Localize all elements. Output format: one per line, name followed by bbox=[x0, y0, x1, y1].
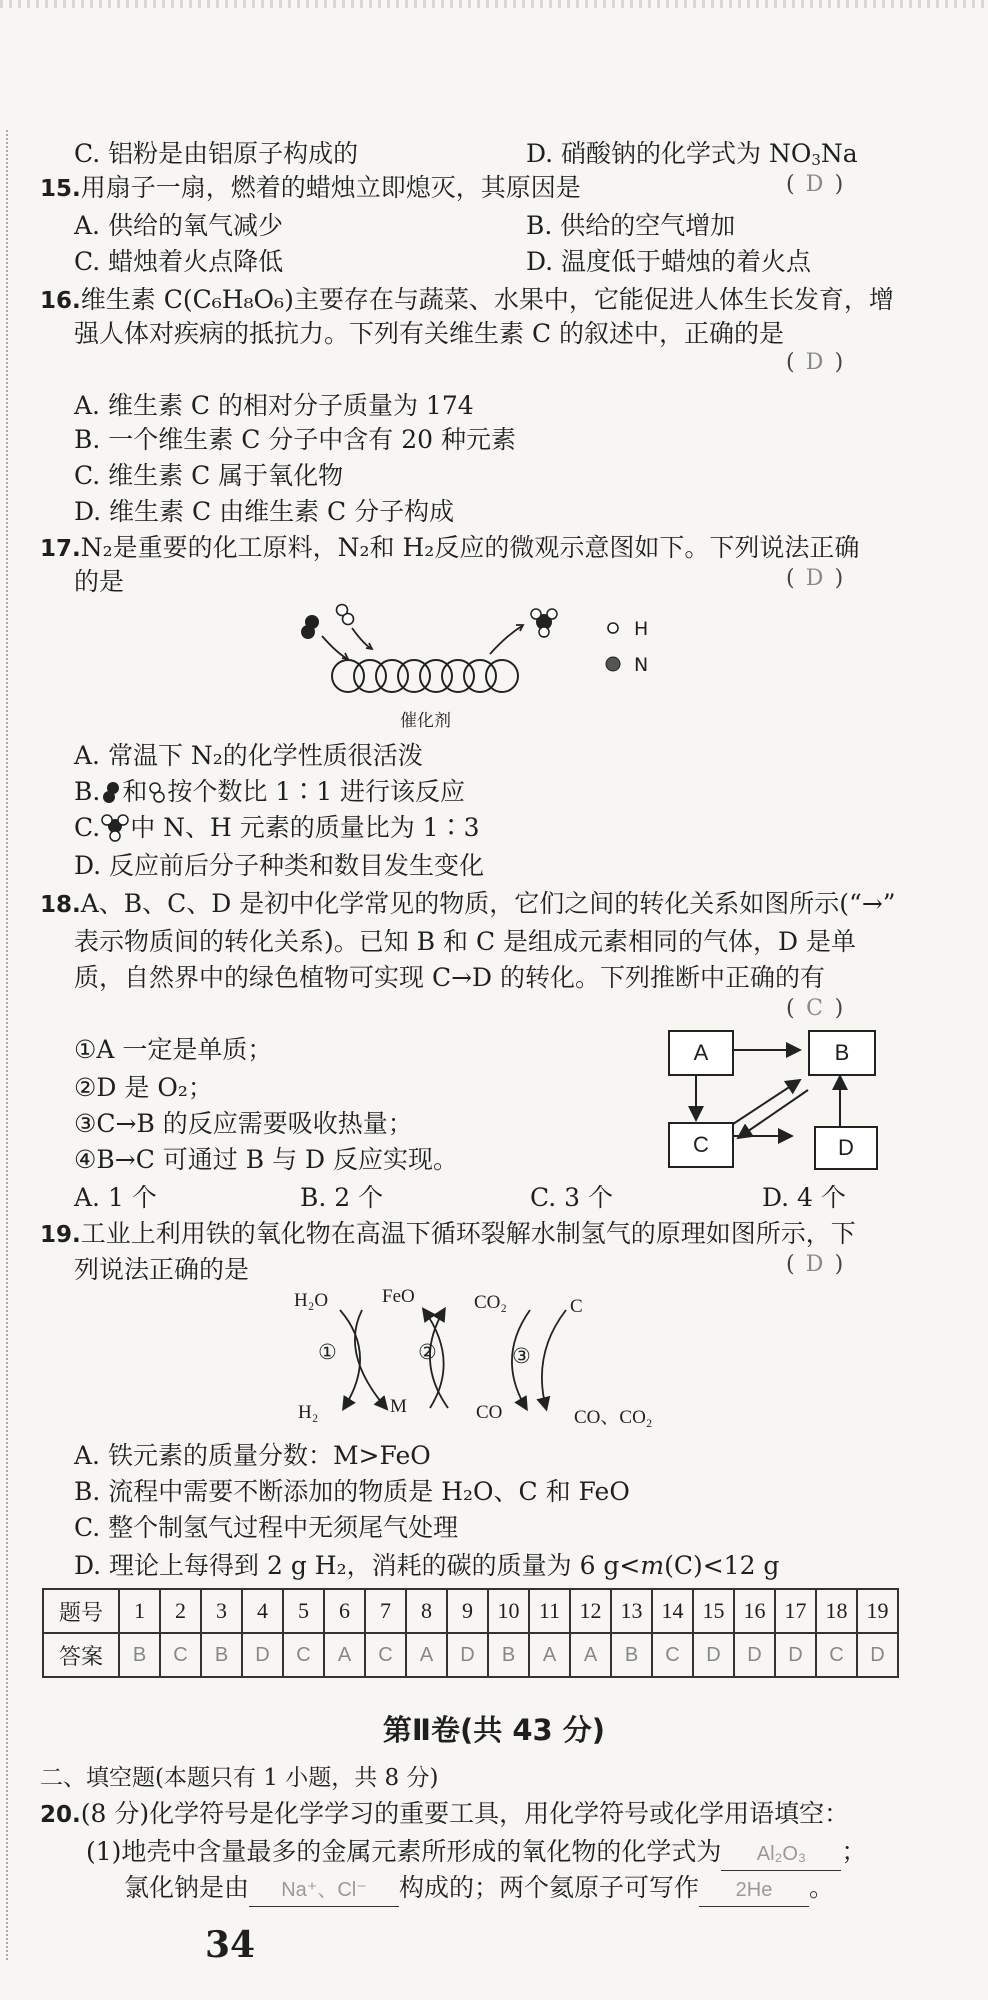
q17-option-c: C. 中 N、H 元素的质量比为 1∶3 bbox=[74, 813, 480, 842]
q18-statement-4: ④B→C 可通过 B 与 D 反应实现。 bbox=[74, 1145, 459, 1174]
adsorb-arrow bbox=[322, 636, 346, 658]
answer-cell[interactable]: D bbox=[242, 1633, 283, 1677]
question-number-cell: 5 bbox=[283, 1589, 324, 1633]
q15-option-d: D. 温度低于蜡烛的着火点 bbox=[526, 247, 812, 276]
question-number-cell: 19 bbox=[857, 1589, 898, 1633]
node-c: C bbox=[668, 1122, 734, 1168]
label-step-3: ③ bbox=[512, 1344, 531, 1368]
q16-stem-2: 强人体对疾病的抵抗力。下列有关维生素 C 的叙述中，正确的是 bbox=[74, 319, 785, 348]
q16-option-c: C. 维生素 C 属于氧化物 bbox=[74, 461, 344, 490]
catalyst-surface bbox=[332, 660, 518, 692]
n-atom-legend-icon bbox=[606, 657, 620, 671]
q20-stem: 20.(8 分)化学符号是化学学习的重要工具，用化学符号或化学用语填空： bbox=[40, 1799, 850, 1828]
label-h2: H₂ bbox=[298, 1402, 319, 1423]
answer-cell[interactable]: D bbox=[775, 1633, 816, 1677]
q18-statement-3: ③C→B 的反应需要吸收热量； bbox=[74, 1109, 413, 1138]
answer-cell[interactable]: B bbox=[611, 1633, 652, 1677]
q16-option-d: D. 维生素 C 由维生素 C 分子构成 bbox=[74, 497, 455, 526]
scan-edge bbox=[0, 0, 988, 8]
answer-cell[interactable]: C bbox=[652, 1633, 693, 1677]
n2-molecule-icon bbox=[301, 615, 319, 639]
section-heading: 二、填空题(本题只有 1 小题，共 8 分) bbox=[40, 1765, 439, 1791]
answer-cell[interactable]: A bbox=[406, 1633, 447, 1677]
label-co: CO bbox=[476, 1402, 503, 1423]
q18-option-c: C. 3 个 bbox=[530, 1183, 613, 1212]
q16-option-b: B. 一个维生素 C 分子中含有 20 种元素 bbox=[74, 425, 516, 454]
answer-table bbox=[42, 1588, 899, 1678]
q17-stem-1: 17.N₂是重要的化工原料，N₂和 H₂反应的微观示意图如下。下列说法正确 bbox=[40, 533, 860, 562]
question-number-cell: 7 bbox=[365, 1589, 406, 1633]
question-number-cell: 11 bbox=[529, 1589, 570, 1633]
h-atom-legend-icon bbox=[608, 623, 618, 633]
q19-answer: ( D ) bbox=[786, 1252, 844, 1277]
answer-cell[interactable]: B bbox=[201, 1633, 242, 1677]
h2-molecule-icon bbox=[147, 779, 167, 805]
answer-cell[interactable]: D bbox=[447, 1633, 488, 1677]
q16-stem-1: 16.维生素 C(C₆H₈O₆)主要存在与蔬菜、水果中，它能促进人体生长发育，增 bbox=[40, 285, 894, 314]
q14-option-c: C. 铝粉是由铝原子构成的 bbox=[74, 139, 359, 168]
question-number-cell: 1 bbox=[119, 1589, 160, 1633]
label-c: C bbox=[570, 1296, 583, 1317]
legend-h-label: H bbox=[634, 618, 649, 640]
q18-option-d: D. 4 个 bbox=[762, 1183, 846, 1212]
q19-option-d: D. 理论上每得到 2 g H₂，消耗的碳的质量为 6 g<m(C)<12 g bbox=[74, 1551, 780, 1580]
q15-answer: ( D ) bbox=[786, 172, 844, 197]
q17-option-d: D. 反应前后分子种类和数目发生变化 bbox=[74, 851, 485, 880]
label-h2o: H₂O bbox=[294, 1290, 329, 1311]
answer-cell[interactable]: C bbox=[283, 1633, 324, 1677]
label-co2: CO₂ bbox=[474, 1292, 508, 1313]
node-d: D bbox=[814, 1126, 878, 1170]
question-number-cell: 4 bbox=[242, 1589, 283, 1633]
question-number-cell: 10 bbox=[488, 1589, 529, 1633]
q18-option-b: B. 2 个 bbox=[300, 1183, 384, 1212]
q18-statement-2: ②D 是 O₂； bbox=[74, 1073, 213, 1102]
answer-cell[interactable]: C bbox=[365, 1633, 406, 1677]
q20-part-2: 氯化钠是由 Na⁺、Cl⁻ 构成的；两个氦原子可写作 2He 。 bbox=[124, 1872, 834, 1907]
question-number-cell: 3 bbox=[201, 1589, 242, 1633]
legend-n-label: N bbox=[634, 654, 649, 676]
node-b: B bbox=[808, 1030, 876, 1076]
q19-option-a: A. 铁元素的质量分数：M>FeO bbox=[74, 1441, 431, 1470]
answer-cell[interactable]: B bbox=[488, 1633, 529, 1677]
q19-option-c: C. 整个制氢气过程中无须尾气处理 bbox=[74, 1513, 459, 1542]
q14-option-d: D. 硝酸钠的化学式为 $NO_3Na$ bbox=[526, 139, 858, 169]
q19-option-b: B. 流程中需要不断添加的物质是 H₂O、C 和 FeO bbox=[74, 1477, 630, 1506]
answer-cell[interactable]: C bbox=[160, 1633, 201, 1677]
q15-stem: 15.用扇子一扇，燃着的蜡烛立即熄灭，其原因是 bbox=[40, 173, 581, 202]
question-number-cell: 2 bbox=[160, 1589, 201, 1633]
catalyst-label: 催化剂 bbox=[400, 711, 451, 731]
desorb-arrow bbox=[490, 626, 522, 654]
adsorb-arrow-2 bbox=[352, 628, 370, 648]
question-number-cell: 14 bbox=[652, 1589, 693, 1633]
question-number-cell: 15 bbox=[693, 1589, 734, 1633]
binding-margin bbox=[6, 130, 8, 1960]
q19-stem-1: 19.工业上利用铁的氧化物在高温下循环裂解水制氢气的原理如图所示，下 bbox=[40, 1219, 856, 1248]
nh3-molecule-icon bbox=[100, 814, 130, 842]
q17-answer: ( D ) bbox=[786, 566, 844, 591]
question-number-row bbox=[43, 1589, 898, 1633]
section-title: 第Ⅱ卷(共 43 分) bbox=[382, 1713, 606, 1747]
q17-option-b: B. 和 按个数比 1∶1 进行该反应 bbox=[74, 777, 466, 806]
answer-row bbox=[43, 1633, 898, 1677]
q18-stem-2: 表示物质间的转化关系)。已知 B 和 C 是组成元素相同的气体，D 是单 bbox=[74, 927, 857, 956]
q18-option-a: A. 1 个 bbox=[74, 1183, 157, 1212]
q18-stem-3: 质，自然界中的绿色植物可实现 C→D 的转化。下列推断中正确的有 bbox=[74, 963, 826, 992]
label-step-1: ① bbox=[318, 1340, 337, 1364]
node-a: A bbox=[668, 1030, 734, 1076]
q17-stem-2: 的是 bbox=[74, 567, 125, 596]
q18-answer: ( C ) bbox=[786, 996, 844, 1021]
q15-option-c: C. 蜡烛着火点降低 bbox=[74, 247, 284, 276]
answer-cell[interactable]: A bbox=[570, 1633, 611, 1677]
answer-cell[interactable]: D bbox=[857, 1633, 898, 1677]
nh3-molecule-icon bbox=[531, 609, 557, 637]
answer-cell[interactable]: D bbox=[734, 1633, 775, 1677]
q15-option-b: B. 供给的空气增加 bbox=[526, 211, 736, 240]
q16-answer: ( D ) bbox=[786, 350, 844, 375]
question-number-cell: 16 bbox=[734, 1589, 775, 1633]
answer-cell[interactable]: B bbox=[119, 1633, 160, 1677]
label-step-2: ② bbox=[418, 1340, 437, 1364]
answer-blank-3[interactable]: 2He bbox=[699, 1874, 809, 1907]
q17-reaction-diagram bbox=[290, 596, 670, 726]
label-m: M bbox=[390, 1396, 407, 1417]
answer-blank-2[interactable]: Na⁺、Cl⁻ bbox=[249, 1874, 399, 1907]
row-label: 题号 bbox=[43, 1589, 119, 1633]
question-number-cell: 9 bbox=[447, 1589, 488, 1633]
question-number-cell: 6 bbox=[324, 1589, 365, 1633]
page-number: 34 bbox=[205, 1924, 256, 1966]
question-number-cell: 8 bbox=[406, 1589, 447, 1633]
q19-stem-2: 列说法正确的是 bbox=[74, 1255, 250, 1284]
q20-part-1: (1)地壳中含量最多的金属元素所形成的氧化物的化学式为 Al₂O₃ ； bbox=[86, 1836, 866, 1871]
q17-option-a: A. 常温下 N₂的化学性质很活泼 bbox=[74, 741, 423, 770]
label-feo: FeO bbox=[382, 1286, 415, 1307]
n2-molecule-icon bbox=[100, 779, 122, 805]
answer-cell[interactable]: A bbox=[324, 1633, 365, 1677]
q18-stem-1: 18.A、B、C、D 是初中化学常见的物质，它们之间的转化关系如图所示(“→” bbox=[40, 889, 896, 918]
label-co-co2: CO、CO₂ bbox=[574, 1407, 653, 1428]
question-number-cell: 18 bbox=[816, 1589, 857, 1633]
q18-statement-1: ①A 一定是单质； bbox=[74, 1035, 273, 1064]
answer-cell[interactable]: C bbox=[816, 1633, 857, 1677]
row-label: 答案 bbox=[43, 1633, 119, 1677]
q15-option-a: A. 供给的氧气减少 bbox=[74, 211, 283, 240]
h2-molecule-icon bbox=[337, 605, 354, 625]
question-number-cell: 17 bbox=[775, 1589, 816, 1633]
answer-cell[interactable]: D bbox=[693, 1633, 734, 1677]
question-number-cell: 13 bbox=[611, 1589, 652, 1633]
answer-blank-1[interactable]: Al₂O₃ bbox=[721, 1838, 841, 1871]
q16-option-a: A. 维生素 C 的相对分子质量为 174 bbox=[74, 391, 474, 420]
answer-cell[interactable]: A bbox=[529, 1633, 570, 1677]
question-number-cell: 12 bbox=[570, 1589, 611, 1633]
